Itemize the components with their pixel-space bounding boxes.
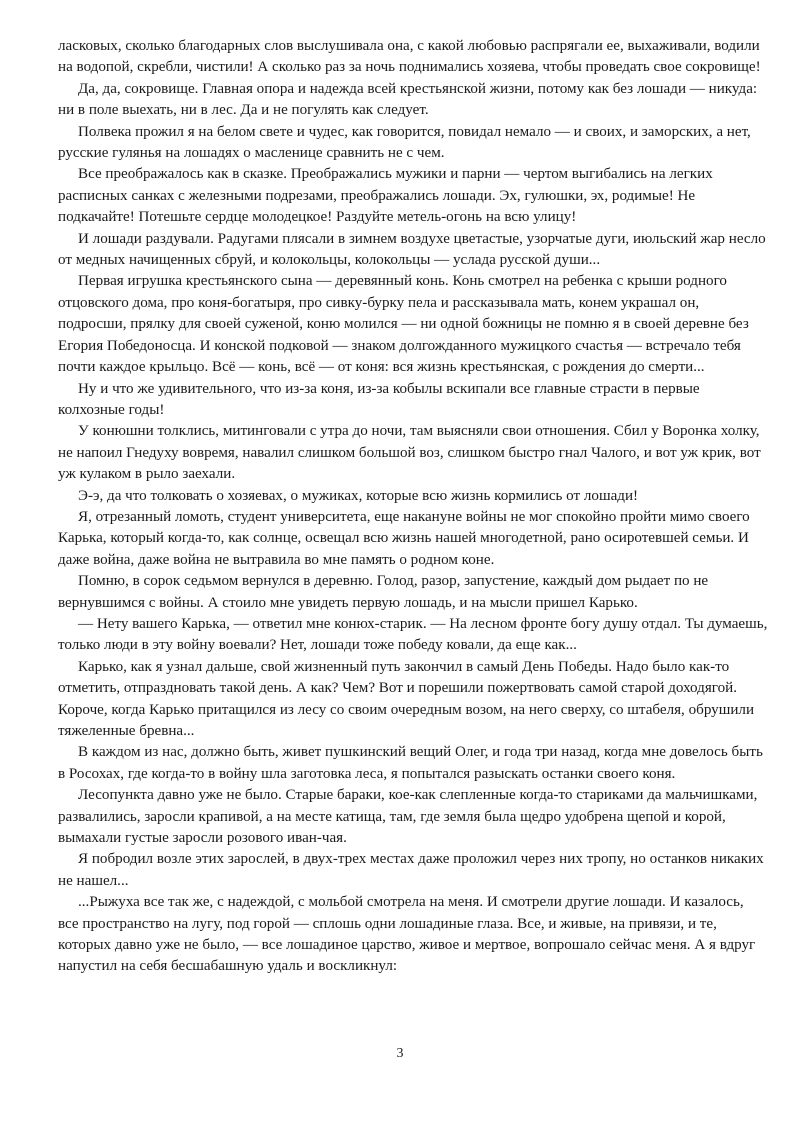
page-number: 3 [396, 1046, 404, 1061]
paragraph: Полвека прожил я на белом свете и чудес, как говорится, повидал немало — и своих, и заморских, а нет, русские гулянья на лошадях о масленице сравнить не с чем. [58, 123, 751, 162]
paragraph-continuation: ласковых, сколько благодарных слов выслушивала она, с какой любовью распрягали ее, выхаживали, водили на водопой, скребли, чистили! А сколько раз за ночь поднимались хозяева, чтобы проведать свое сокровище! [58, 38, 761, 76]
paragraph: И лошади раздували. Радугами плясали в зимнем воздухе цветастые, узорчатые дуги, июльский жар несло от медных начищенных сбруй, и колокольцы, колокольцы — услада русской души... [58, 230, 766, 269]
paragraph: Карько, как я узнал дальше, свой жизненный путь закончил в самый День Победы. Надо было как-то отметить, отпраздновать такой день. А как? Чем? Вот и порешили пожертвовать самой старой доходягой. Короче, когда Карько притащился из лесу со своим очередным возом, на него сверху, со штабеля, обрушили тяжеленные бревна... [58, 658, 755, 739]
paragraph: — Нету вашего Карька, — ответил мне конюх-старик. — На лесном фронте богу душу отдал. Ты думаешь, только люди в эту войну воевали? Нет, лошади тоже победу ковали, да еще как... [58, 615, 768, 654]
paragraph: Все преображалось как в сказке. Преображались мужики и парни — чертом выгибались на легких расписных санках с железными подрезами, преображались лошади. Эх, гулюшки, эх, родимые! Не подкачайте! Потешьте сердце молодецкое! Раздуйте метель-огонь на всю улицу! [58, 166, 713, 226]
paragraph: В каждом из нас, должно быть, живет пушкинский вещий Олег, и года три назад, когда мне довелось быть в Росохах, где когда-то в войну шла заготовка леса, я попытался разыскать останки своего коня. [58, 744, 763, 782]
paragraph: Э-э, да что толковать о хозяевах, о мужиках, которые всю жизнь кормились от лошади! [78, 487, 639, 504]
paragraph: Первая игрушка крестьянского сына — деревянный конь. Конь смотрел на ребенка с крыши родного отцовского дома, про коня-богатыря, про сивку-бурку пела и рассказывала мать, конем украшал он, подросши, прялку для своей суженой, коню молился — ни одной божницы не помню я в своей деревне без Егория Победоносца. И конской подковой — знаком долгожданного мужицкого счастья — встречало тебя почти каждое крыльцо. Всё — конь, всё — от коня: вся жизнь крестьянская, с рождения до смерти... [58, 273, 749, 376]
paragraph: У конюшни толклись, митинговали с утра до ночи, там выясняли свои отношения. Сбил у Воронка холку, не напоил Гнедуху вовремя, навалил слишком большой воз, слишком быстро гнал Чалого, и вот уж крик, вот уж кулаком в рыло заехали. [58, 423, 761, 483]
paragraph: ...Рыжуха все так же, с надеждой, с мольбой смотрела на меня. И смотрели другие лошади. И казалось, все пространство на лугу, под горой — сплошь одни лошадиные глаза. Все, и живые, на привязи, и те, которых давно уже не было, — все лошадиное царство, живое и мертвое, вопрошало сейчас меня. А я вдруг напустил на себя бесшабашную удаль и воскликнул: [58, 894, 756, 975]
paragraph: Я, отрезанный ломоть, студент университета, еще накануне войны не мог спокойно пройти мимо своего Карька, который когда-то, как солнце, освещал всю жизнь нашей многодетной, рано осиротевшей семьи. И даже война, даже война не вытравила во мне память о родном коне. [58, 508, 750, 568]
paragraph: Ну и что же удивительного, что из-за коня, из-за кобылы вскипали все главные страсти в первые колхозные годы! [58, 380, 700, 418]
paragraph: Я побродил возле этих зарослей, в двух-трех местах даже проложил через них тропу, но останков никаких не нашел... [58, 851, 764, 889]
paragraph: Да, да, сокровище. Главная опора и надежда всей крестьянской жизни, потому как без лошади — никуда: ни в поле выехать, ни в лес. Да и не погулять как следует. [58, 80, 758, 119]
paragraph: Лесопункта давно уже не было. Старые бараки, кое-как слепленные когда-то стариками да мальчишками, развалились, заросли крапивой, а на месте катища, там, где земля была щедро удобрена щепой и корой, вымахали густые заросли розового иван-чая. [58, 787, 758, 847]
document-body [58, 36, 768, 978]
paragraph: Помню, в сорок седьмом вернулся в деревню. Голод, разор, запустение, каждый дом рыдает по не вернувшимся с войны. А стоило мне увидеть первую лошадь, и на мысли пришел Карько. [58, 573, 709, 611]
